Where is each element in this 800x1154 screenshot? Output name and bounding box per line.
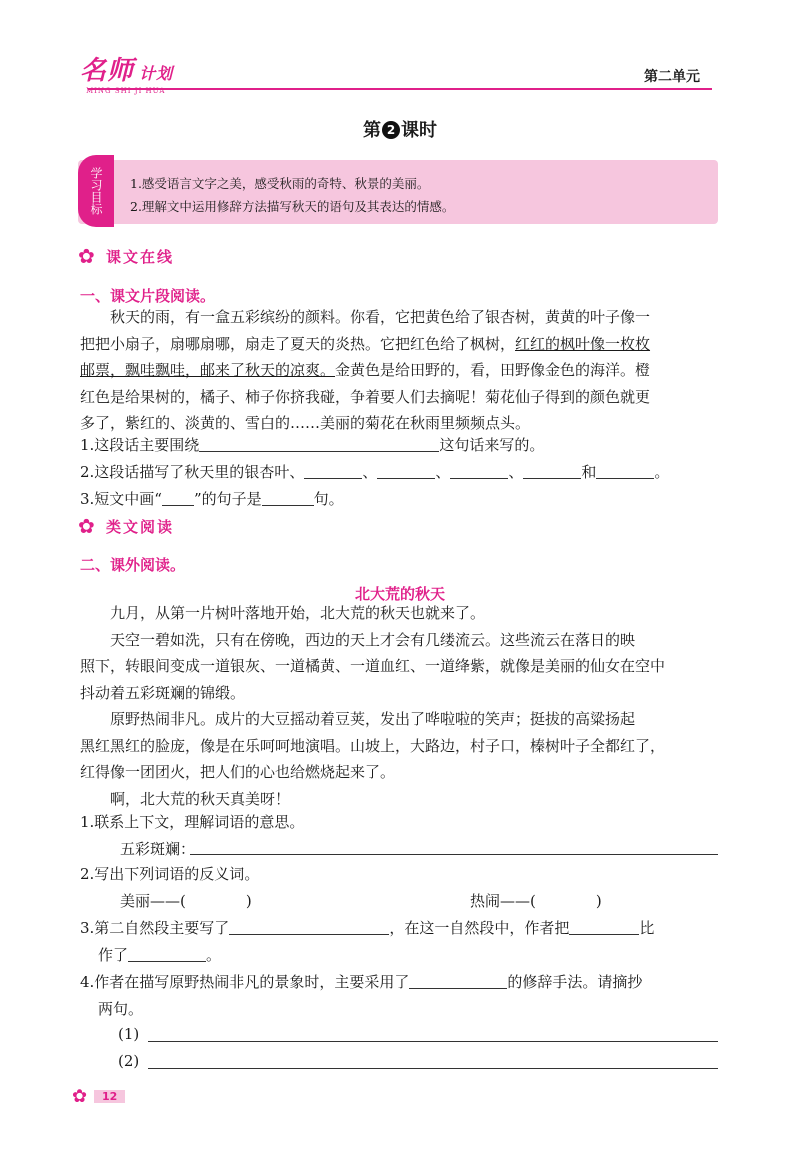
question-4: 4.作者在描写原野热闹非凡的景象时，主要采用了 的修辞手法。请摘抄 <box>80 973 643 991</box>
logo-text: 名师 <box>80 56 135 86</box>
fairy-icon: ✿ <box>72 1086 88 1107</box>
question-2: 2.写出下列词语的反义词。 <box>80 865 260 883</box>
word-label: 五彩斑斓： <box>120 840 196 858</box>
question-2: 2.这段话描写了秋天里的银杏叶、 、 、 、 和 。 <box>80 463 670 481</box>
question-1: 1.这段话主要围绕 这句话来写的。 <box>80 436 545 454</box>
answer-blank[interactable] <box>128 947 206 962</box>
antonym-item: 热闹——( ) <box>470 892 602 910</box>
answer-blank[interactable] <box>229 920 389 935</box>
objective-item: 2.理解文中运用修辞方法描写秋天的语句及其表达的情感。 <box>130 199 455 214</box>
page-number-badge <box>72 1086 122 1108</box>
section-heading: 二、课外阅读。 <box>80 556 186 574</box>
fairy-icon: ✿ <box>78 514 95 538</box>
answer-blank[interactable] <box>569 920 639 935</box>
header-divider <box>88 88 712 90</box>
lesson-title: 第 2 课时 <box>363 120 437 141</box>
answer-index: (1) <box>118 1025 140 1043</box>
logo-pinyin: MING SHI JI HUA <box>86 87 166 95</box>
text-passage: 秋天的雨，有一盒五彩缤纷的颜料。你看，它把黄色给了银杏树，黄黄的叶子像一 把把小扇子，扇哪扇哪，扇走了夏天的炎热。它把红色给了枫树，红红的枫叶像一枚枚 邮票，飘哇飘哇，邮来了秋天的凉爽。金黄色是给田野的，看，田野像金色的海洋。橙 红色是给果树的，橘子、柿子你挤我碰，争着要人们去摘呢！菊花仙子得到的颜色就更 多了，紫红的、淡黄的、雪白的……美丽的菊花在秋雨里频频点头。 <box>80 308 651 432</box>
answer-blank[interactable] <box>523 464 581 479</box>
question-3: 3.短文中画“ ”的句子是 句。 <box>80 490 344 508</box>
answer-blank[interactable] <box>450 464 508 479</box>
answer-line[interactable] <box>148 1041 718 1042</box>
answer-blank[interactable] <box>409 974 507 989</box>
answer-index: (2) <box>118 1052 140 1070</box>
answer-blank[interactable] <box>596 464 654 479</box>
lesson-number: 2 <box>382 121 400 139</box>
answer-line[interactable] <box>148 1068 718 1069</box>
article-title: 北大荒的秋天 <box>354 585 445 603</box>
antonym-item: 美丽——( ) <box>120 892 252 910</box>
fairy-icon: ✿ <box>78 244 95 268</box>
underline-sample <box>162 491 194 506</box>
objective-item: 1.感受语言文字之美，感受秋雨的奇特、秋景的美丽。 <box>130 176 430 191</box>
underlined-sentence: 红红的枫叶像一枚枚 <box>515 334 651 353</box>
answer-blank[interactable] <box>304 464 362 479</box>
logo-sub-text: 计划 <box>139 64 174 83</box>
section-banner-text: ✿ 类文阅读 <box>78 514 218 544</box>
answer-blank[interactable] <box>199 437 439 452</box>
unit-label: 第二单元 <box>644 69 700 85</box>
section-heading: 一、课文片段阅读。 <box>80 287 216 305</box>
question-1: 1.联系上下文，理解词语的意思。 <box>80 813 305 831</box>
page-number: 12 <box>94 1090 125 1103</box>
answer-blank[interactable] <box>262 491 314 506</box>
answer-blank[interactable] <box>377 464 435 479</box>
question-4-cont: 两句。 <box>98 1000 144 1018</box>
question-3: 3.第二自然段主要写了 ，在这一自然段中，作者把 比 <box>80 919 655 937</box>
section-banner-text: ✿ 课文在线 <box>78 244 218 274</box>
text-passage: 九月，从第一片树叶落地开始，北大荒的秋天也就来了。 天空一碧如洗，只有在傍晚，西边的天上才会有几缕流云。这些流云在落日的映 照下，转眼间变成一道银灰、一道橘黄、一道血红、一道绛紫，就像是美丽的仙女在空中 抖动着五彩斑斓的锦缎。 原野热闹非凡。成片的大豆摇动着豆荚，发出了哗啦啦的笑声；挺拔的高粱扬起 黑红黑红的脸庞，像是在乐呵呵地演唱。山坡上，大路边，村子口，榛树叶子全都红了， 红得像一团团火，把人们的心也给燃烧起来了。 啊，北大荒的秋天真美呀！ <box>80 604 666 808</box>
objectives-tag: 学习目标 <box>78 155 114 227</box>
question-3-cont: 作了 。 <box>98 946 222 964</box>
underlined-sentence: 邮票，飘哇飘哇，邮来了秋天的凉爽。 <box>80 361 336 379</box>
answer-line[interactable] <box>190 854 718 855</box>
